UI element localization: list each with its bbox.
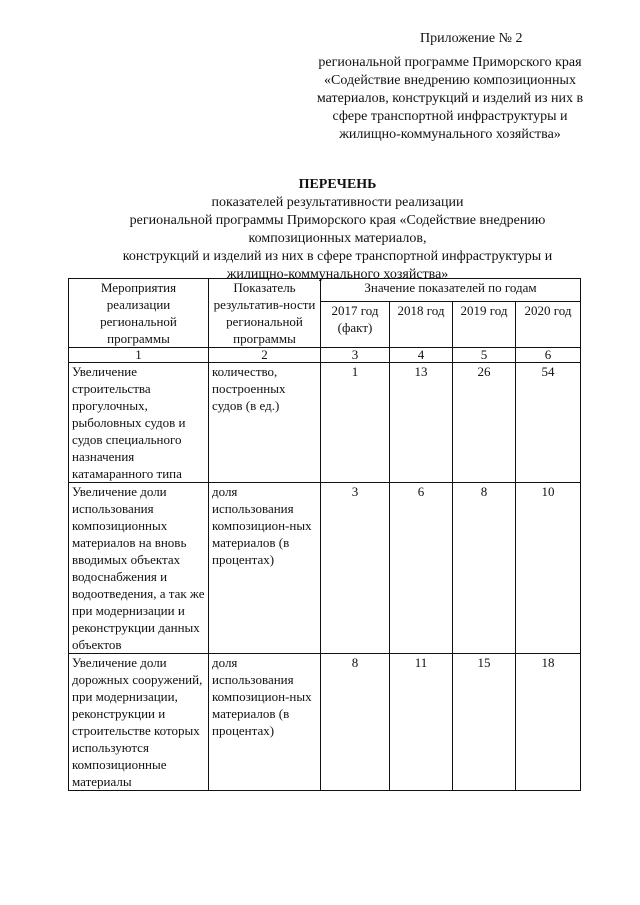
column-index: 4 [390,348,453,363]
heading-line: региональной программы Приморского края «Содействие внедрению [129,213,546,228]
header-indicator: Показатель результатив-ности региональной программы [209,279,321,348]
table-row [69,483,581,654]
appendix-line: «Содействие внедрению композиционных [324,73,576,88]
row-value: 6 [390,483,453,654]
row-value: 13 [390,363,453,483]
indicators-table [68,278,581,791]
row-value: 8 [321,654,390,791]
row-indicator: доля использования композицион-ных материалов (в процентах) [209,483,321,654]
header-year: 2020 год [516,302,581,348]
header-year: 2019 год [453,302,516,348]
row-value: 10 [516,483,581,654]
appendix-block [300,30,600,144]
heading-line: показателей результативности реализации [211,195,464,210]
column-index: 3 [321,348,390,363]
table-row [69,363,581,483]
column-index: 5 [453,348,516,363]
document-heading [60,176,615,284]
table-row [69,654,581,791]
header-values: Значение показателей по годам [321,279,581,302]
column-index: 2 [209,348,321,363]
heading-line: конструкций и изделий из них в сфере транспортной инфраструктуры и [122,249,553,264]
document-title: ПЕРЕЧЕНЬ [298,177,377,192]
appendix-line: сфере транспортной инфраструктуры и [332,109,568,124]
column-index: 6 [516,348,581,363]
row-value: 26 [453,363,516,483]
row-indicator: доля использования композицион-ных материалов (в процентах) [209,654,321,791]
row-value: 18 [516,654,581,791]
header-year: 2018 год [390,302,453,348]
header-year: 2017 год (факт) [321,302,390,348]
column-index: 1 [69,348,209,363]
row-value: 8 [453,483,516,654]
row-value: 3 [321,483,390,654]
heading-line: жилищно-коммунального хозяйства» [226,267,449,282]
appendix-line: жилищно-коммунального хозяйства» [339,127,561,142]
row-value: 1 [321,363,390,483]
header-measures: Мероприятия реализации региональной программы [69,279,209,348]
row-measure: Увеличение доли использования композиционных материалов на вновь вводимых объектах водоснабжения и водоотведения, а так же при модернизации и реконструкции данных объектов [69,483,209,654]
row-measure: Увеличение строительства прогулочных, рыболовных судов и судов специального назначения катамаранного типа [69,363,209,483]
row-value: 15 [453,654,516,791]
row-value: 54 [516,363,581,483]
table-index-row [69,348,581,363]
row-value: 11 [390,654,453,791]
appendix-line: региональной программе Приморского края [318,55,582,70]
appendix-number: Приложение № 2 [420,31,523,46]
heading-line: композиционных материалов, [248,231,427,246]
row-indicator: количество, построенных судов (в ед.) [209,363,321,483]
row-measure: Увеличение доли дорожных сооружений, при модернизации, реконструкции и строительстве которых используются композиционные материалы [69,654,209,791]
appendix-line: материалов, конструкций и изделий из них в [316,91,584,106]
table-header-row [69,279,581,302]
